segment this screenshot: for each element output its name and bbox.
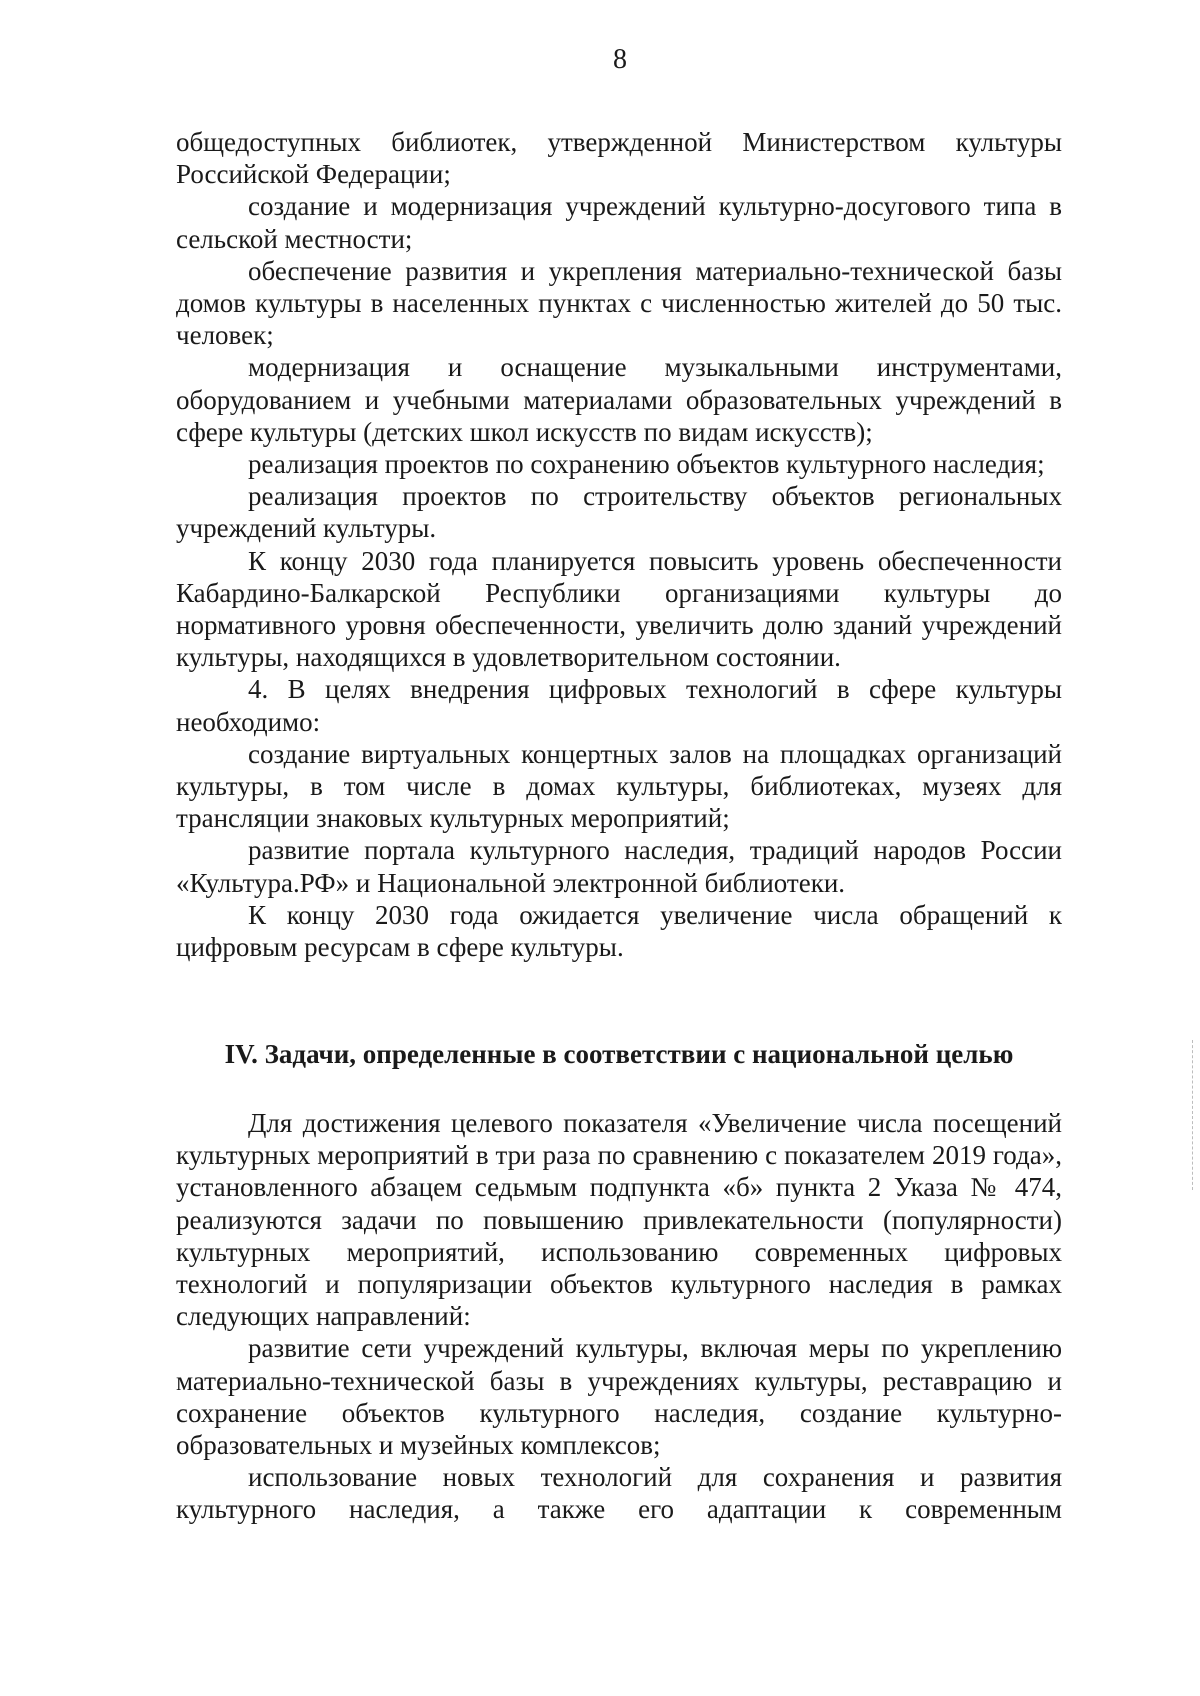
paragraph-houses-of-culture: обеспечение развития и укрепления материально-технической базы домов культуры в населенных пунктах с численностью жителей до 50 тыс. человек; [176, 255, 1062, 351]
paragraph-construction-projects: реализация проектов по строительству объектов региональных учреждений культуры. [176, 481, 1062, 544]
page-number: 8 [613, 44, 627, 75]
paragraph-new-technologies: использование новых технологий для сохранения и развития культурного наследия, а также его адаптации к современным [176, 1462, 1062, 1525]
paragraph-digital-technologies: 4. В целях внедрения цифровых технологий в сфере культуры необходимо: [176, 674, 1062, 737]
paragraph-libraries: общедоступных библиотек, утвержденной Министерством культуры Российской Федерации; [176, 127, 1062, 190]
body-text-upper [176, 126, 1062, 963]
body-text-lower [176, 1107, 1062, 1526]
section-heading: IV. Задачи, определенные в соответствии с национальной целью [224, 1039, 1014, 1069]
paragraph-virtual-halls: создание виртуальных концертных залов на площадках организаций культуры, в том числе в домах культуры, библиотеках, музеях для трансляции знаковых культурных мероприятий; [176, 738, 1062, 834]
paragraph-target-indicator: Для достижения целевого показателя «Увеличение числа посещений культурных мероприятий в три раза по сравнению с показателем 2019 года», установленного абзацем седьмым подпункта «б» пункта 2 Указа № 474, реализуются задачи по повышению привлекательности (популярности) культурных мероприятий, использованию современных цифровых технологий и популяризации объектов культурного наследия в рамках следующих направлений: [176, 1108, 1062, 1332]
paragraph-music-instruments: модернизация и оснащение музыкальными инструментами, оборудованием и учебными материалами образовательных учреждений в сфере культуры (детских школ искусств по видам искусств); [176, 352, 1062, 447]
margin-mark [1192, 1040, 1194, 1190]
paragraph-2030-digital: К концу 2030 года ожидается увеличение числа обращений к цифровым ресурсам в сфере культуры. [176, 899, 1062, 963]
paragraph-rural-culture: создание и модернизация учреждений культурно-досугового типа в сельской местности; [176, 191, 1062, 254]
paragraph-network-development: развитие сети учреждений культуры, включая меры по укреплению материально-технической базы в учреждениях культуры, реставрацию и сохранение объектов культурного наследия, создание культурно-образовательных и музейных комплексов; [176, 1333, 1062, 1461]
paragraph-heritage-projects: реализация проектов по сохранению объектов культурного наследия; [248, 449, 1045, 480]
paragraph-culture-portal: развитие портала культурного наследия, традиций народов России «Культура.РФ» и Национальной электронной библиотеки. [176, 835, 1062, 898]
paragraph-2030-provision: К концу 2030 года планируется повысить уровень обеспеченности Кабардино-Балкарской Республики организациями культуры до нормативного уровня обеспеченности, увеличить долю зданий учреждений культуры, находящихся в удовлетворительном состоянии. [176, 545, 1062, 673]
